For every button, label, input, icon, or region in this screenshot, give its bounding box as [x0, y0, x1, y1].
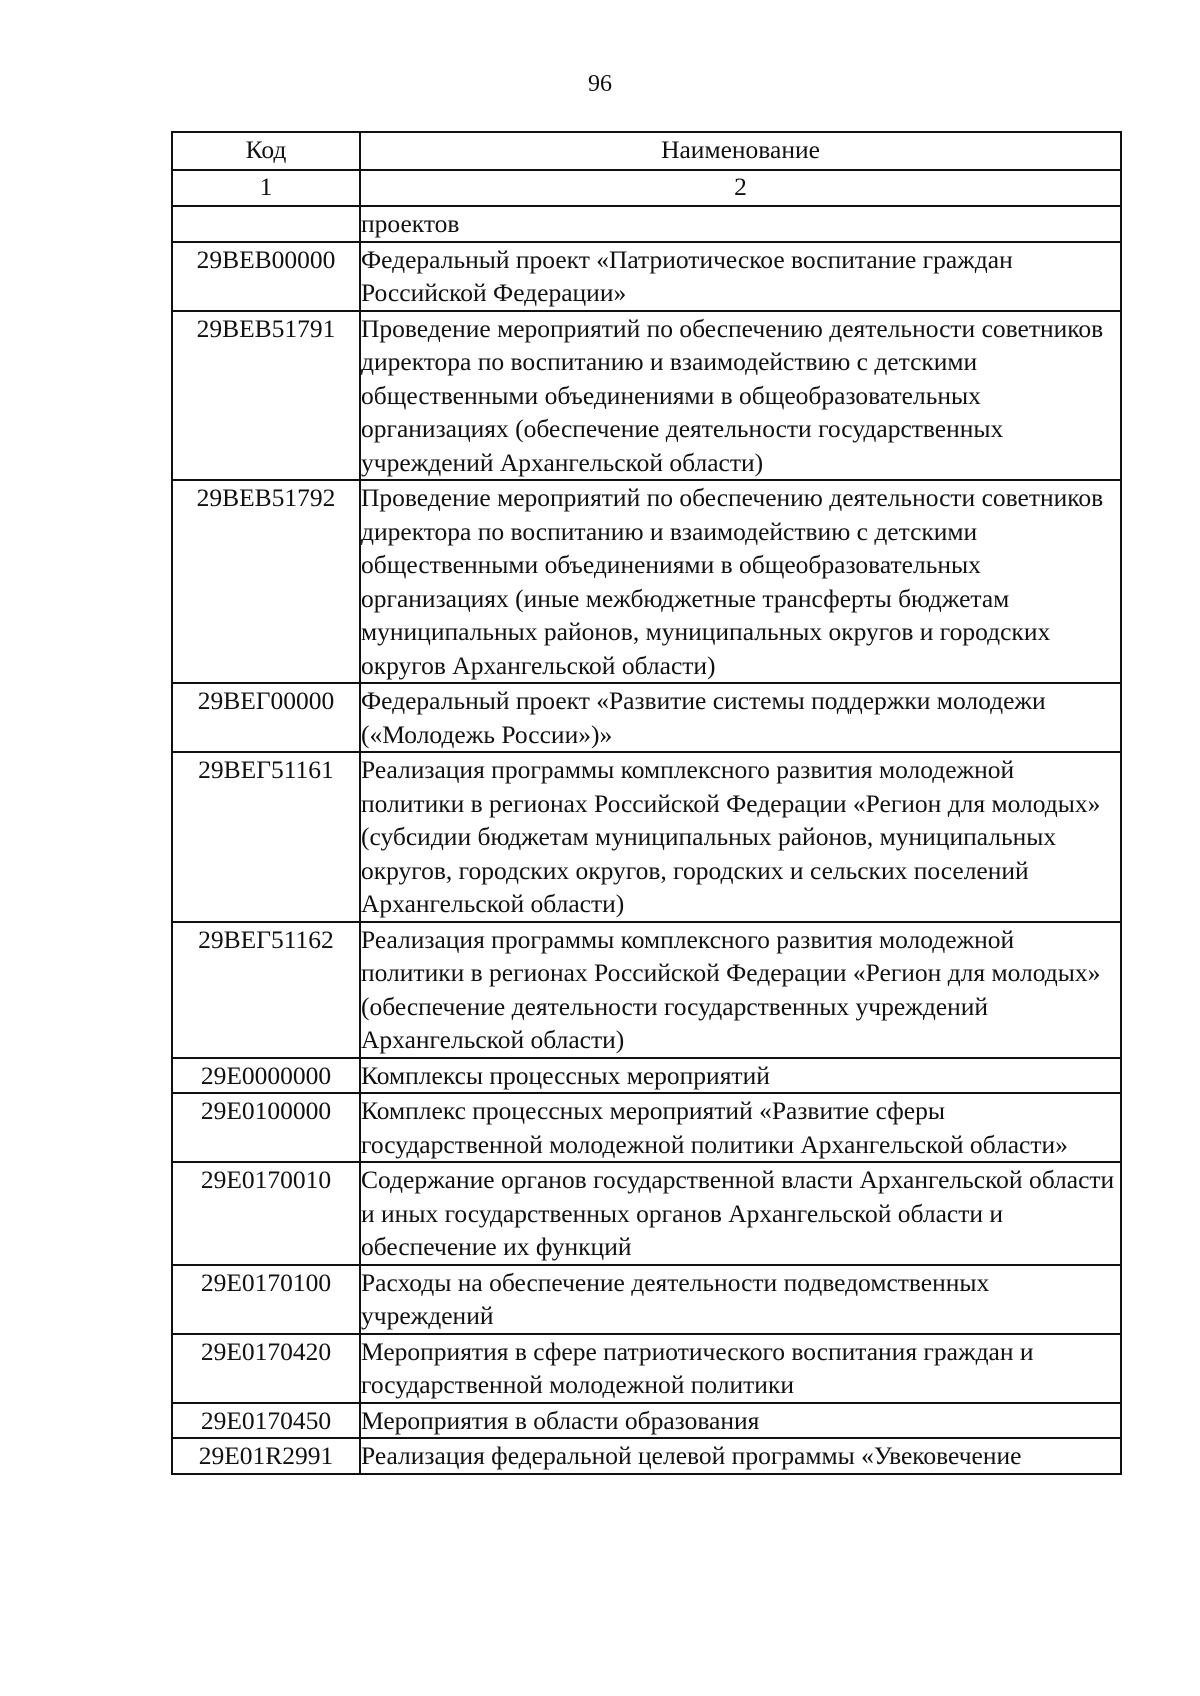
- row-name: Расходы на обеспечение деятельности подведомственных учреждений: [360, 1265, 1121, 1334]
- row-code: 29Е0170010: [172, 1162, 360, 1265]
- row-name: Реализация программы комплексного развития молодежной политики в регионах Российской Федерации «Регион для молодых» (субсидии бюджетам муниципальных районов, муниципальных округов, городских округов, городских и сельских поселений Архангельской области): [360, 752, 1121, 922]
- row-code: 29Е01R2991: [172, 1438, 360, 1474]
- row-code: 29ВЕВ51792: [172, 480, 360, 683]
- row-code: 29Е0100000: [172, 1093, 360, 1162]
- row-code: 29Е0170450: [172, 1403, 360, 1439]
- table-row: [172, 752, 1121, 922]
- row-name: Комплекс процессных мероприятий «Развитие сферы государственной молодежной политики Архангельской области»: [360, 1093, 1121, 1162]
- table-row: [172, 683, 1121, 752]
- table-row: [172, 206, 1121, 242]
- row-code: 29ВЕВ00000: [172, 242, 360, 311]
- row-code: 29ВЕГ00000: [172, 683, 360, 752]
- column-number-code: 1: [172, 170, 360, 206]
- row-name: Содержание органов государственной власти Архангельской области и иных государственных органов Архангельской области и обеспечение их функций: [360, 1162, 1121, 1265]
- table-row: [172, 242, 1121, 311]
- row-name: Проведение мероприятий по обеспечению деятельности советников директора по воспитанию и взаимодействию с детскими общественными объединениями в общеобразовательных организациях (иные межбюджетные трансферты бюджетам муниципальных районов, муниципальных округов и городских округов Архангельской области): [360, 480, 1121, 683]
- row-code: 29Е0170420: [172, 1334, 360, 1403]
- row-code: 29Е0170100: [172, 1265, 360, 1334]
- table-row: [172, 1403, 1121, 1439]
- page-number: 96: [588, 71, 612, 97]
- row-code: 29Е0000000: [172, 1058, 360, 1094]
- row-code: 29ВЕВ51791: [172, 311, 360, 481]
- table-row: [172, 1438, 1121, 1474]
- row-code: [172, 206, 360, 242]
- header-code: Код: [172, 132, 360, 170]
- row-name: Федеральный проект «Патриотическое воспитание граждан Российской Федерации»: [360, 242, 1121, 311]
- budget-code-table: [171, 131, 1122, 1475]
- row-name: проектов: [360, 206, 1121, 242]
- row-name: Мероприятия в сфере патриотического воспитания граждан и государственной молодежной политики: [360, 1334, 1121, 1403]
- table-row: [172, 922, 1121, 1058]
- row-name: Комплексы процессных мероприятий: [360, 1058, 1121, 1094]
- table-row: [172, 311, 1121, 481]
- row-name: Федеральный проект «Развитие системы поддержки молодежи («Молодежь России»)»: [360, 683, 1121, 752]
- table-row: [172, 1334, 1121, 1403]
- table-row: [172, 1265, 1121, 1334]
- table-row: [172, 1058, 1121, 1094]
- row-name: Мероприятия в области образования: [360, 1403, 1121, 1439]
- column-number-name: 2: [360, 170, 1121, 206]
- table-row: [172, 480, 1121, 683]
- row-code: 29ВЕГ51162: [172, 922, 360, 1058]
- row-name: Проведение мероприятий по обеспечению деятельности советников директора по воспитанию и взаимодействию с детскими общественными объединениями в общеобразовательных организациях (обеспечение деятельности государственных учреждений Архангельской области): [360, 311, 1121, 481]
- row-name: Реализация программы комплексного развития молодежной политики в регионах Российской Федерации «Регион для молодых» (обеспечение деятельности государственных учреждений Архангельской области): [360, 922, 1121, 1058]
- table-header-row: [172, 132, 1121, 170]
- column-number-row: [172, 170, 1121, 206]
- row-name: Реализация федеральной целевой программы «Увековечение: [360, 1438, 1121, 1474]
- header-name: Наименование: [360, 132, 1121, 170]
- table-row: [172, 1093, 1121, 1162]
- table-row: [172, 1162, 1121, 1265]
- row-code: 29ВЕГ51161: [172, 752, 360, 922]
